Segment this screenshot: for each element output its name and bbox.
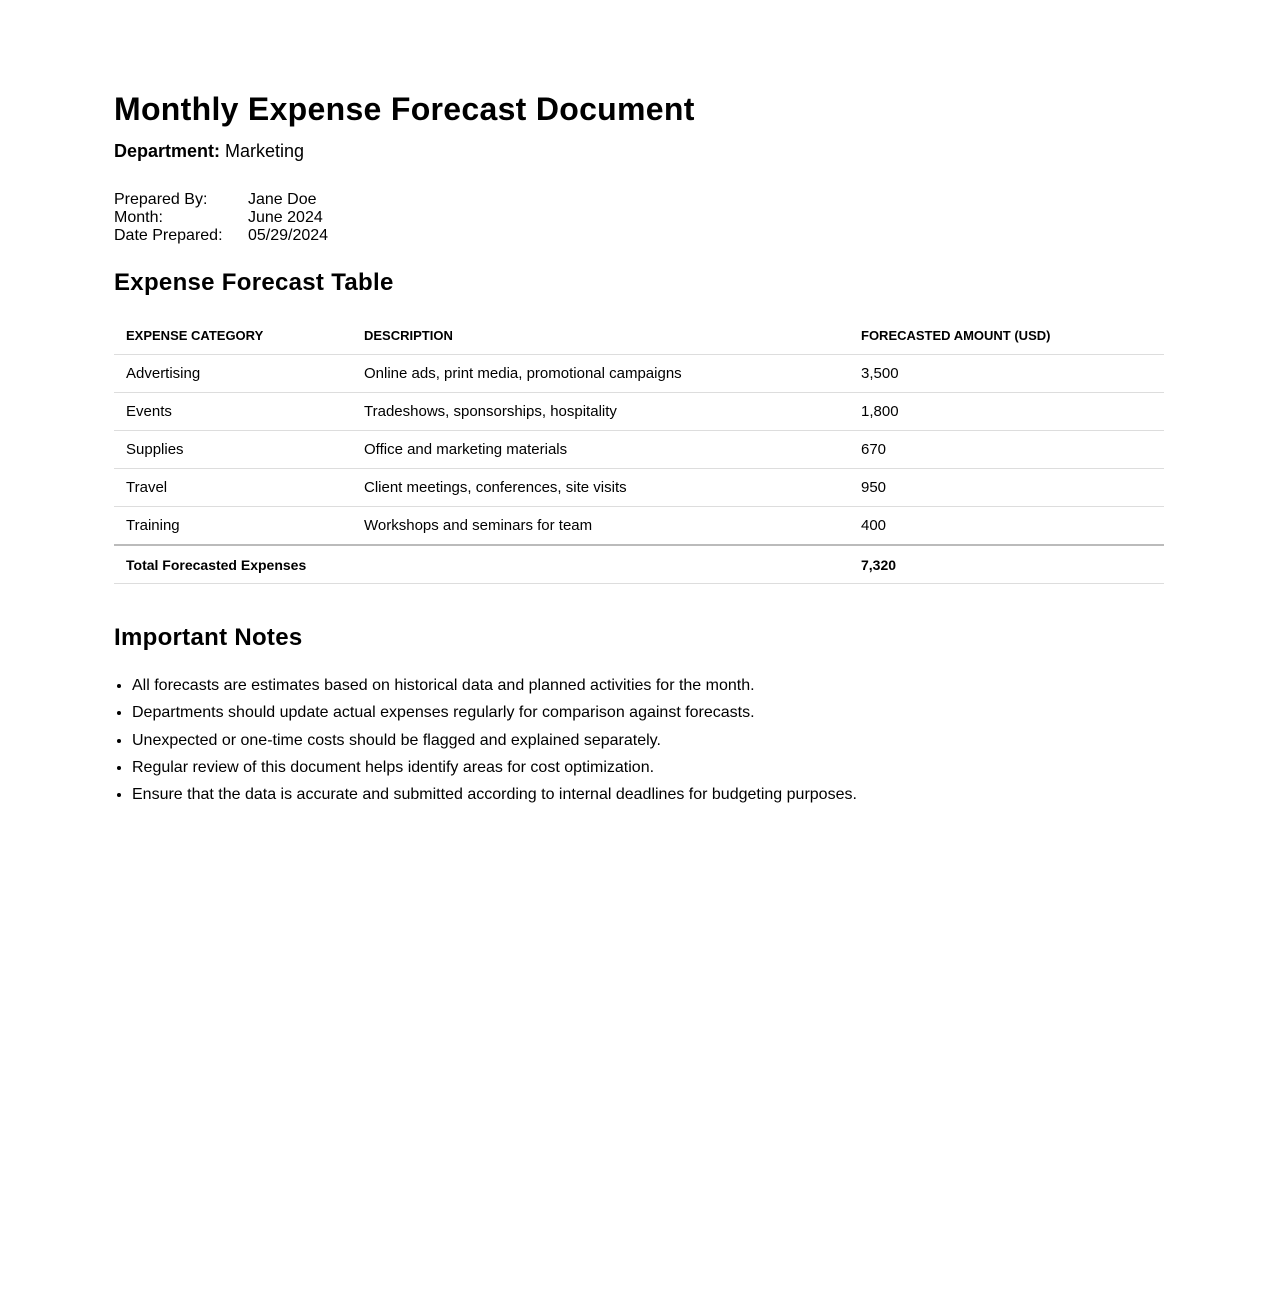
table-total-row: [114, 545, 1164, 584]
table-row: [114, 355, 1164, 393]
total-label: Total Forecasted Expenses: [114, 545, 849, 584]
table-row: [114, 431, 1164, 469]
column-header-description: DESCRIPTION: [352, 317, 849, 355]
list-item: • Unexpected or one-time costs should be flagged and explained separately.: [132, 727, 1164, 754]
meta-key: Prepared By:: [114, 191, 208, 208]
list-item: • Regular review of this document helps identify areas for cost optimization.: [132, 754, 1164, 781]
meta-value: Jane Doe: [248, 191, 317, 208]
table-row: [114, 469, 1164, 507]
notes-title: Important Notes: [114, 624, 303, 651]
column-header-category: EXPENSE CATEGORY: [114, 317, 352, 355]
notes-list: [114, 672, 1164, 808]
list-item: • All forecasts are estimates based on historical data and planned activities for the month.: [132, 672, 1164, 699]
cell-description: Workshops and seminars for team: [352, 507, 849, 546]
meta-key: Month:: [114, 209, 163, 226]
expense-table-title: Expense Forecast Table: [114, 269, 394, 296]
meta-row-prepared-by: [114, 191, 1164, 209]
document-title: Monthly Expense Forecast Document: [114, 91, 695, 127]
cell-amount: 670: [849, 431, 1164, 469]
table-header-row: [114, 317, 1164, 355]
table-row: [114, 393, 1164, 431]
cell-description: Tradeshows, sponsorships, hospitality: [352, 393, 849, 431]
department-label: Department:: [114, 141, 221, 161]
document-meta: [114, 191, 1164, 245]
cell-amount: 950: [849, 469, 1164, 507]
cell-amount: 3,500: [849, 355, 1164, 393]
expense-forecast-table: [114, 317, 1164, 584]
meta-row-date-prepared: [114, 227, 1164, 245]
total-amount: 7,320: [849, 545, 1164, 584]
list-item: • Departments should update actual expenses regularly for comparison against forecasts.: [132, 699, 1164, 726]
cell-description: Online ads, print media, promotional campaigns: [352, 355, 849, 393]
meta-value: 05/29/2024: [248, 227, 329, 244]
meta-row-month: [114, 209, 1164, 227]
cell-amount: 1,800: [849, 393, 1164, 431]
cell-amount: 400: [849, 507, 1164, 546]
department-line: [114, 140, 1164, 162]
cell-category: Advertising: [114, 355, 352, 393]
cell-description: Client meetings, conferences, site visits: [352, 469, 849, 507]
cell-category: Training: [114, 507, 352, 546]
cell-description: Office and marketing materials: [352, 431, 849, 469]
column-header-amount: FORECASTED AMOUNT (USD): [849, 317, 1164, 355]
cell-category: Events: [114, 393, 352, 431]
cell-category: Travel: [114, 469, 352, 507]
meta-value: June 2024: [248, 209, 323, 226]
department-value: Marketing: [225, 141, 305, 161]
list-item: • Ensure that the data is accurate and submitted according to internal deadlines for budgeting purposes.: [132, 781, 1164, 808]
cell-category: Supplies: [114, 431, 352, 469]
table-row: [114, 507, 1164, 546]
meta-key: Date Prepared:: [114, 227, 223, 244]
